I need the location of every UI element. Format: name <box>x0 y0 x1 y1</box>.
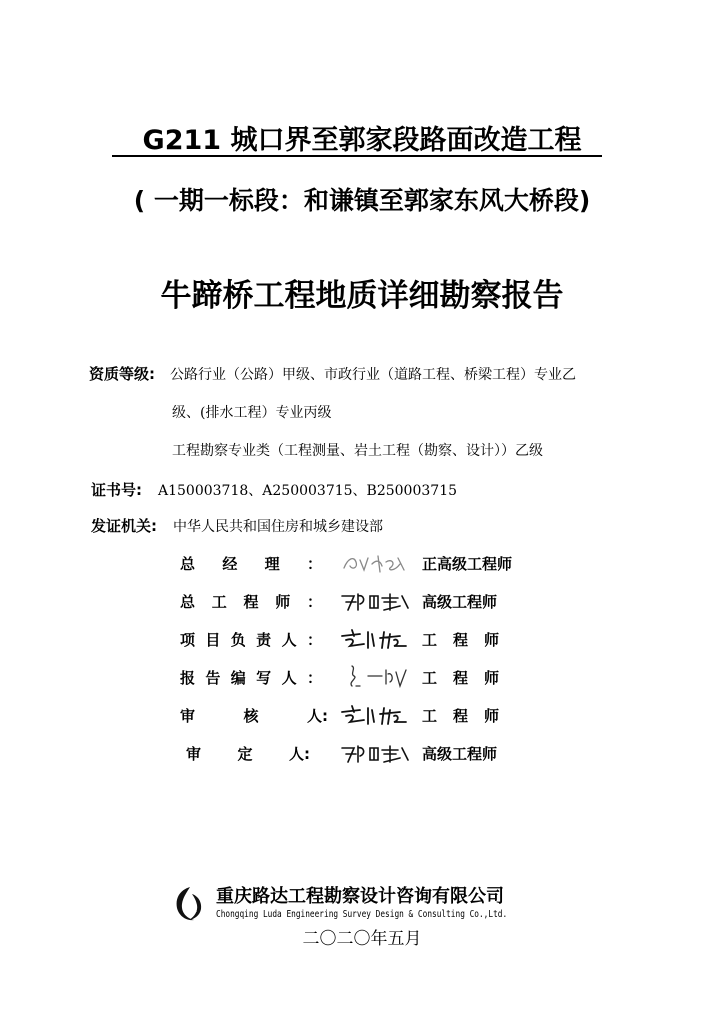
signatory-title: 高级工程师 <box>422 593 498 611</box>
report-title: 牛蹄桥工程地质详细勘察报告 <box>160 278 564 314</box>
company-name-cn: 重庆路达工程勘察设计咨询有限公司 <box>216 886 504 907</box>
signatory-title: 工程师 <box>422 631 516 649</box>
signatory-role: 报 告 编 写 人 ： <box>180 669 322 687</box>
handwritten-signature-icon <box>338 550 412 576</box>
company-name-en: Chongqing Luda Engineering Survey Design & Consulting Co.,Ltd. <box>216 909 508 920</box>
certificate-label: 证书号: <box>91 481 142 499</box>
report-date: 二〇二〇年五月 <box>302 929 422 949</box>
handwritten-signature-icon <box>338 588 412 614</box>
signatory-title: 工程师 <box>422 707 516 725</box>
qualification-line-1: 公路行业（公路）甲级、市政行业（道路工程、桥梁工程）专业乙 <box>170 367 576 383</box>
title-underline <box>112 155 602 157</box>
handwritten-signature-icon <box>338 664 412 690</box>
signatory-role: 总 工 程 师 ： <box>180 593 322 611</box>
handwritten-signature-icon <box>338 740 412 766</box>
signatory-role: 项 目 负 责 人 ： <box>180 631 322 649</box>
issuer-name: 中华人民共和国住房和城乡建设部 <box>173 519 383 535</box>
signatory-title: 高级工程师 <box>422 745 498 763</box>
signatory-title: 正高级工程师 <box>422 555 513 573</box>
project-title: G211 城口界至郭家段路面改造工程 <box>142 125 582 156</box>
signatory-row-project-lead <box>0 626 724 656</box>
handwritten-signature-icon <box>338 626 412 652</box>
signatory-row-general-manager <box>0 550 724 580</box>
qualification-label: 资质等级: <box>89 365 155 383</box>
signatory-role: 总 经 理 ： <box>180 555 322 573</box>
project-subtitle: ( 一期一标段：和谦镇至郭家东风大桥段) <box>133 186 591 215</box>
signatory-row-approver <box>0 740 724 770</box>
qualification-line-2: 级、(排水工程）专业丙级 <box>172 405 332 421</box>
signatory-role: 审 定 人: <box>186 745 310 763</box>
signatory-row-chief-engineer <box>0 588 724 618</box>
signatory-row-report-writer <box>0 664 724 694</box>
signatory-title: 工程师 <box>422 669 516 687</box>
qualification-line-3: 工程勘察专业类（工程测量、岩土工程（勘察、设计））乙级 <box>172 443 543 459</box>
signatory-role: 审 核 人: <box>180 707 328 725</box>
signatory-row-reviewer <box>0 702 724 732</box>
company-logo-icon <box>172 884 208 924</box>
certificate-number: A150003718、A250003715、B250003715 <box>158 483 458 499</box>
handwritten-signature-icon <box>338 702 412 728</box>
issuer-label: 发证机关: <box>91 517 157 535</box>
